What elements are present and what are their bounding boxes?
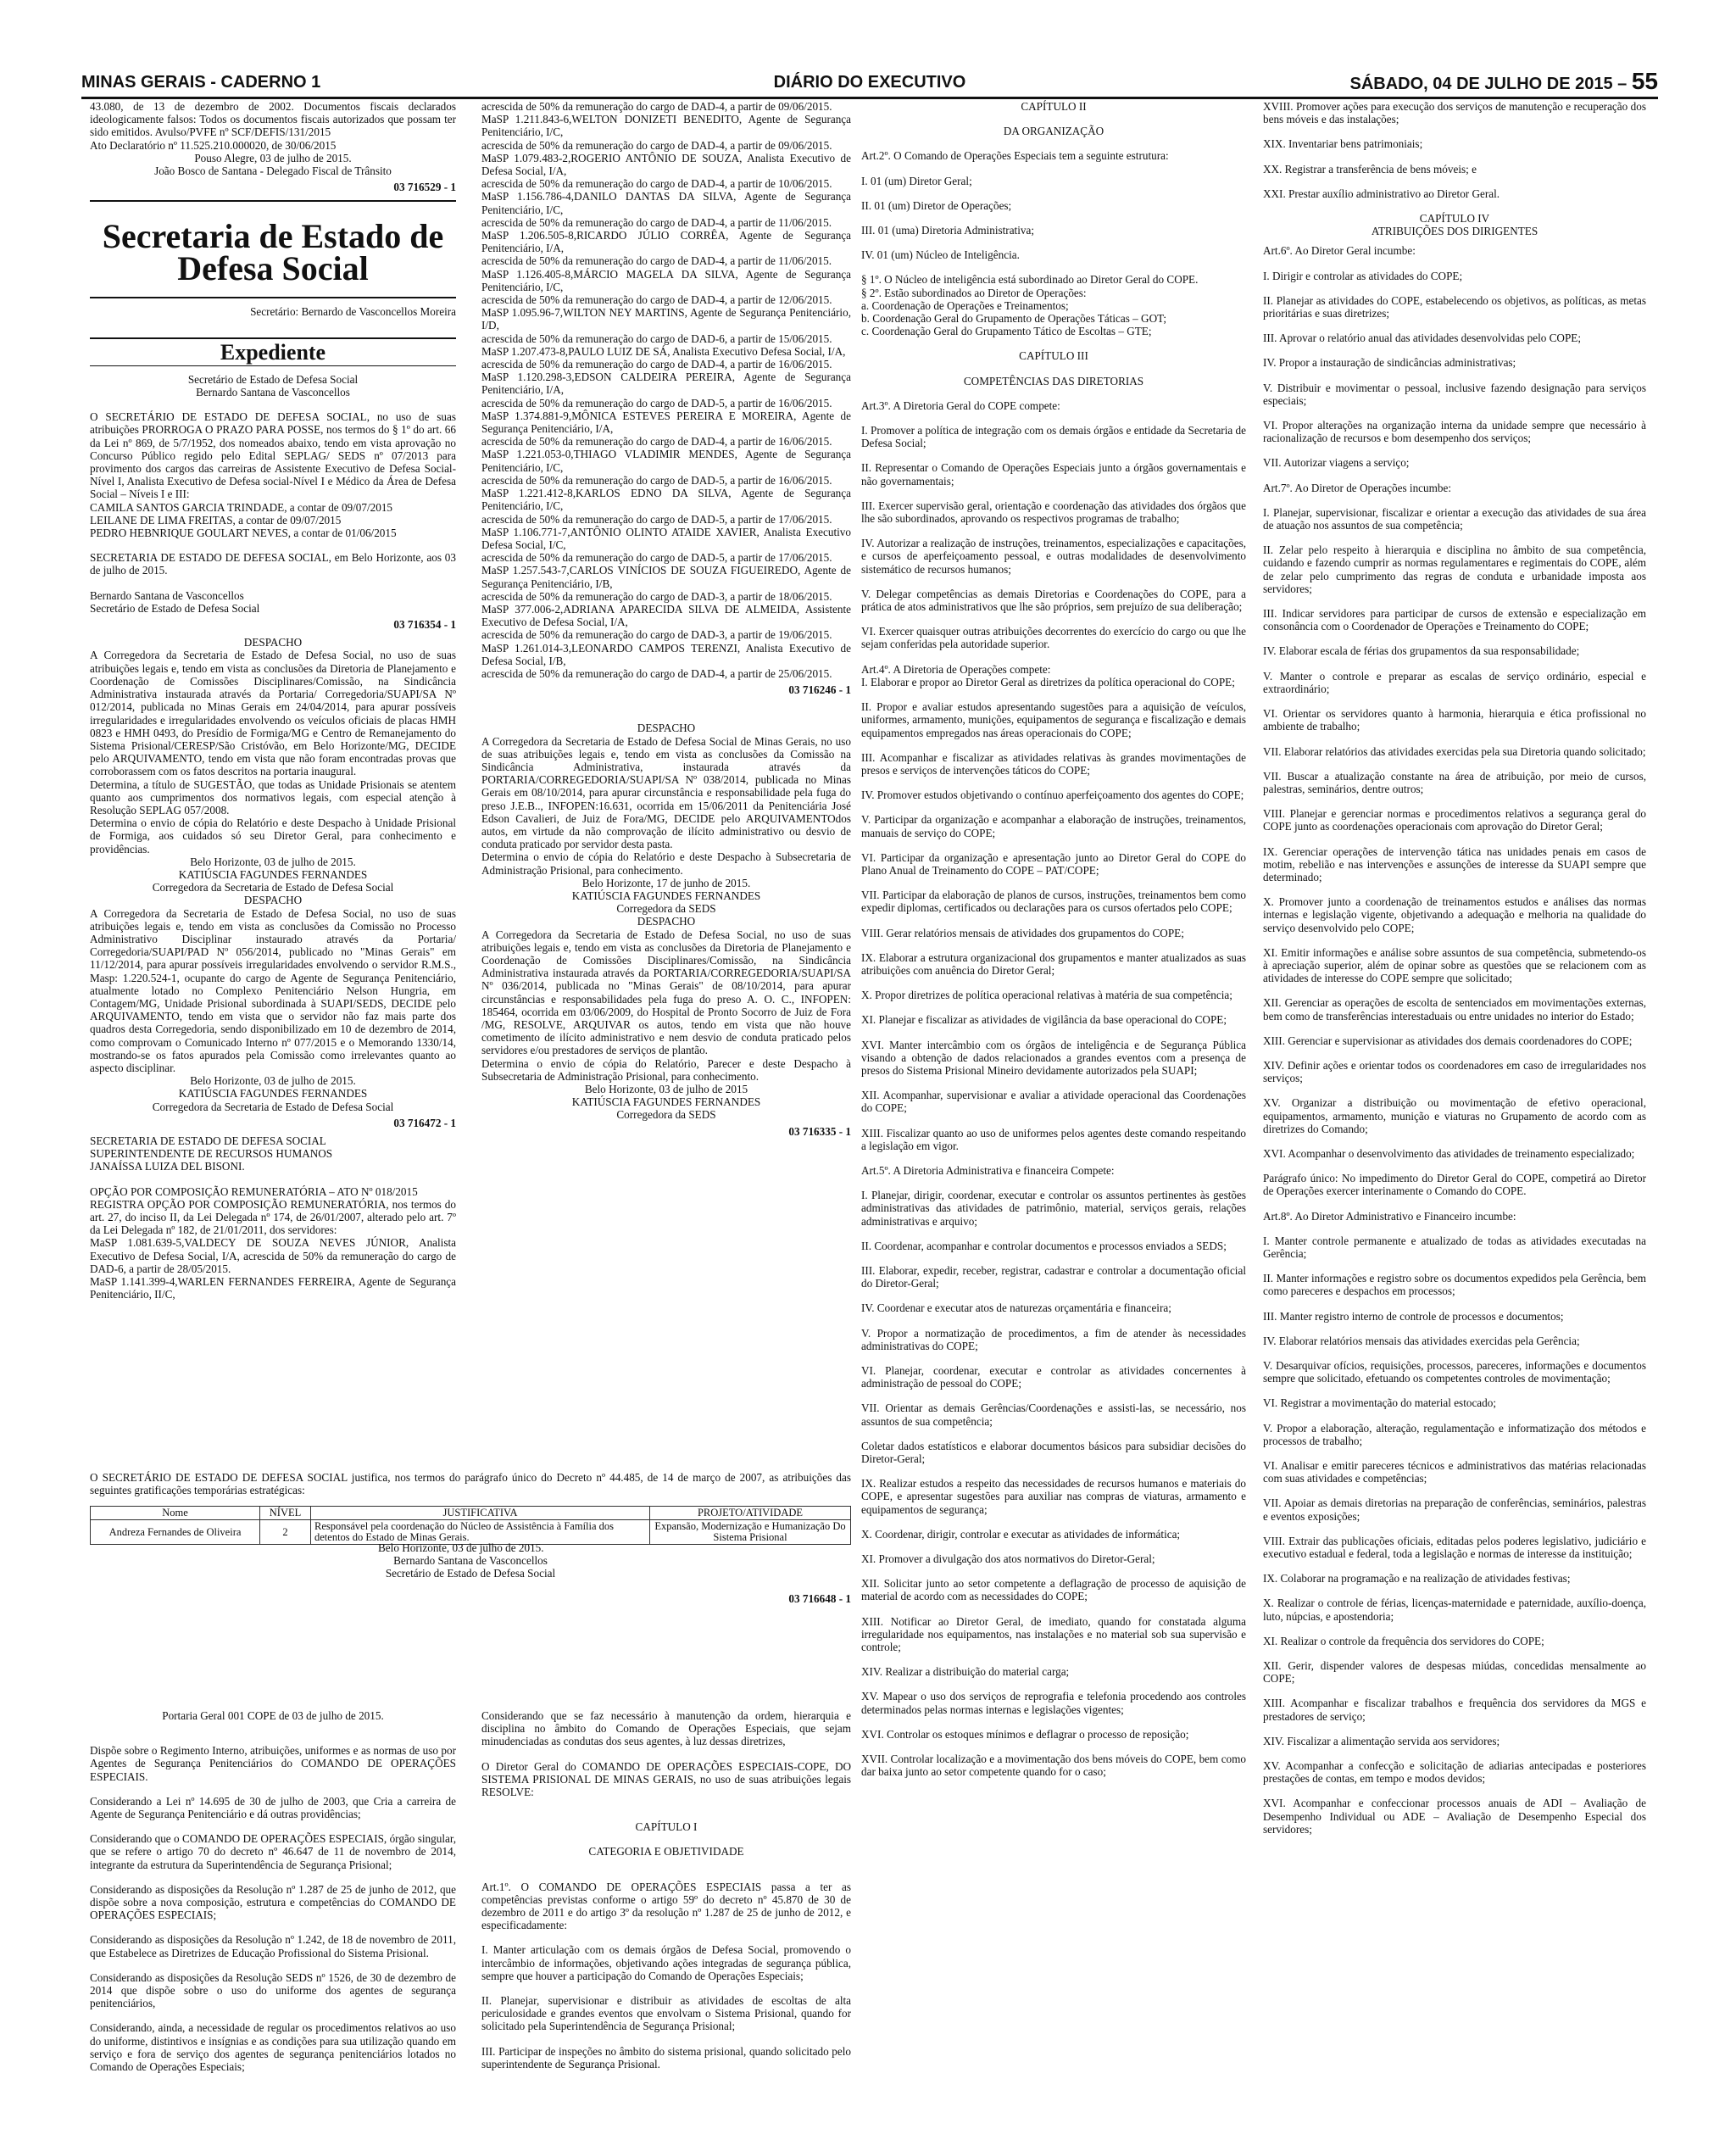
table-cell: 2 xyxy=(260,1520,311,1545)
portaria-art1 xyxy=(481,1881,851,2070)
list-item: MaSP 1.374.881-9,MÔNICA ESTEVES PEREIRA E MOREIRA, Agente de Segurança Penitenciário, I/A, xyxy=(481,409,851,436)
list-item: II. Propor e avaliar estudos apresentando sugestões para a aquisição de veículos, uniformes, armamento, munições, equipamentos de segurança e fiscalização e demais equipamentos empregados nas áreas operacionais do COPE; xyxy=(861,700,1246,739)
list-item: IV. Elaborar escala de férias dos grupamentos da sua responsabilidade; xyxy=(1263,644,1580,658)
list-item: X. Promover junto a coordenação de treinamentos estudos e análises das normas internas e legislação vigente, objetivando a adequação e melhoria na qualidade do serviço desenvolvido pelo COPE; xyxy=(1263,895,1646,934)
list-item: XIII. Fiscalizar quanto ao uso de uniformes pelos agentes deste comando respeitando a legislação em vigor. xyxy=(861,1126,1246,1152)
list-item: XX. Registrar a transferência de bens móveis; e xyxy=(1263,162,1477,176)
list-item: acrescida de 50% da remuneração do cargo de DAD-4, a partir de 11/06/2015. xyxy=(481,215,832,229)
list-item: MaSP 377.006-2,ADRIANA APARECIDA SILVA DE ALMEIDA, Assistente Executivo de Defesa Social, I/A, xyxy=(481,602,851,629)
table-header-row xyxy=(91,1507,851,1520)
expediente-title: Expediente xyxy=(220,339,326,365)
list-item: acrescida de 50% da remuneração do cargo de DAD-3, a partir de 19/06/2015. xyxy=(481,628,832,642)
list-item: MaSP 1.261.014-3,LEONARDO CAMPOS TERENZI, Analista Executivo de Defesa Social, I/B, xyxy=(481,641,851,667)
list-item: V. Delegar competências as demais Diretorias e Coordenações do COPE, para a prática de atos administrativos que lhe são próprios, sem prejuízo de sua deliberação; xyxy=(861,587,1246,614)
list-item: Considerando as disposições da Resolução nº 1.242, de 18 de novembro de 2011, que Estabelece as Diretrizes de Educação Profissional do Sistema Prisional. xyxy=(90,1933,456,1959)
signature-line: KATIÚSCIA FAGUNDES FERNANDES xyxy=(178,1087,368,1101)
chapter-subtitle: ATRIBUIÇÕES DOS DIRIGENTES xyxy=(1371,225,1538,238)
list-item: III. Elaborar, expedir, receber, registrar, cadastrar e controlar a documentação oficial do Diretor-Geral; xyxy=(861,1263,1246,1290)
list-item: IX. Gerenciar operações de intervenção tática nas unidades penais em casos de motim, rebelião e nas intervenções e assunções de interesse da SUAPI sempre que determinado; xyxy=(1263,844,1646,883)
list-item: MaSP 1.257.543-7,CARLOS VINÍCIOS DE SOUZA FIGUEIREDO, Agente de Segurança Penitenciário, I/B, xyxy=(481,564,851,590)
section-rule xyxy=(90,365,456,366)
text-para: Determina, a título de SUGESTÃO, que todas as Unidade Prisionais se atentem quanto aos cumprimentos dos normativos legais, com especial atenção à Resolução SEPLAG 057/2008. xyxy=(90,777,456,816)
list-item: IX. Realizar estudos a respeito das necessidades de recursos humanos e materiais do COPE, e apresentar sugestões para auxiliar nas compras de viaturas, armamento e equipamentos de segurança; xyxy=(861,1477,1246,1516)
list-item: XIII. Gerenciar e supervisionar as atividades dos demais coordenadores do COPE; xyxy=(1263,1034,1633,1047)
list-item: acrescida de 50% da remuneração do cargo de DAD-4, a partir de 10/06/2015. xyxy=(481,177,832,191)
list-item: VI. Propor alterações na organização interna da unidade sempre que necessário à racionalização de recursos e bom desempenho dos serviços; xyxy=(1263,419,1646,445)
gratificacoes-intro: O SECRETÁRIO DE ESTADO DE DEFESA SOCIAL justifica, nos termos do parágrafo único do Decreto nº 44.485, de 14 de março de 2007, as atribuições das seguintes gratificações temporárias estratégicas: xyxy=(90,1471,851,1497)
list-item: II. Coordenar, acompanhar e controlar documentos e processos enviados a SEDS; xyxy=(861,1239,1227,1252)
text-para: Determina o envio de cópia do Relatório, Parecer e deste Despacho à Subsecretaria de Administração Prisional, para conhecimento. xyxy=(481,1056,851,1083)
list-item: Considerando que o COMANDO DE OPERAÇÕES ESPECIAIS, órgão singular, que se refere o artigo 70 do decreto nº 46.647 de 11 de novembro de 2014, integrante da estrutura da Superintendência de Segurança Prisional; xyxy=(90,1832,456,1871)
list-item: Dispõe sobre o Regimento Interno, atribuições, uniformes e as normas de uso por Agentes de Segurança Penitenciários do COMANDO DE OPERAÇÕES ESPECIAIS. xyxy=(90,1744,456,1783)
section-rule xyxy=(90,297,456,298)
list-item: XII. Acompanhar, supervisionar e avaliar a atividade operacional das Coordenações do COPE; xyxy=(861,1089,1246,1115)
signature-place: Pouso Alegre, 03 de julho de 2015. xyxy=(194,151,352,164)
list-item: acrescida de 50% da remuneração do cargo de DAD-4, a partir de 12/06/2015. xyxy=(481,293,832,307)
text-para: 43.080, de 13 de dezembro de 2002. Documentos fiscais declarados ideologicamente falsos: Todos os documentos fiscais autorizados que possam ter sido emitidos. Avulso/PVFE nº SCF/DEFIS/131/2015 xyxy=(90,100,456,139)
section-title: Secretaria de Estado de Defesa Social xyxy=(102,217,444,288)
text-para: SECRETARIA DE ESTADO DE DEFESA SOCIAL, em Belo Horizonte, aos 03 de julho de 2015. xyxy=(90,551,456,577)
list-item: XII. Gerenciar as operações de escolta de sentenciados em movimentações externas, bem como de transferências interestaduais ou entre unidades no interior do Estado; xyxy=(1263,996,1646,1023)
table-header: Nome xyxy=(91,1507,260,1520)
doc-code: 03 716246 - 1 xyxy=(788,683,851,697)
list-item: MaSP 1.206.505-8,RICARDO JÚLIO CORRÊA, Agente de Segurança Penitenciário, I/A, xyxy=(481,229,851,255)
chapter-title: CAPÍTULO I xyxy=(635,1820,698,1834)
list-item: MaSP 1.221.053-0,THIAGO VLADIMIR MENDES, Agente de Segurança Penitenciário, I/C, xyxy=(481,448,851,474)
list-item: V. Desarquivar ofícios, requisições, processos, pareceres, informações e documentos sempre que solicitado, efetuando os competentes controles de movimentação; xyxy=(1263,1359,1646,1385)
despacho-title: DESPACHO xyxy=(637,915,696,928)
list-item: III. 01 (uma) Diretoria Administrativa; xyxy=(861,224,1034,237)
signature-line: KATIÚSCIA FAGUNDES FERNANDES xyxy=(178,867,368,881)
signature-line: KATIÚSCIA FAGUNDES FERNANDES xyxy=(571,889,761,902)
signature-line: Belo Horizonte, 03 de julho de 2015 xyxy=(584,1083,748,1096)
table-header: JUSTIFICATIVA xyxy=(311,1507,650,1520)
list-item: XIV. Realizar a distribuição do material carga; xyxy=(861,1665,1070,1679)
list-item: XI. Emitir informações e análise sobre assuntos de sua competência, submetendo-os à apreciação superior, além de opinar sobre as questões que se relacionem com as atividades de interesse do COPE sempre que solicitado; xyxy=(1263,945,1646,985)
list-item: III. Manter registro interno de controle de processos e documentos; xyxy=(1263,1309,1564,1323)
list-item: MaSP 1.221.412-8,KARLOS EDNO DA SILVA, Agente de Segurança Penitenciário, I/C, xyxy=(481,487,851,513)
signature-line: Corregedora da Secretaria de Estado de Defesa Social xyxy=(152,881,394,894)
list-item: acrescida de 50% da remuneração do cargo de DAD-3, a partir de 18/06/2015. xyxy=(481,589,832,603)
list-item: III. Acompanhar e fiscalizar as atividades relativas às grandes movimentações de presos e serviços de intervenções táticos do COPE; xyxy=(861,750,1246,777)
list-item: XII. Gerir, dispender valores de despesas miúdas, concedidas mensalmente ao COPE; xyxy=(1263,1659,1646,1686)
list-item: XIX. Inventariar bens patrimoniais; xyxy=(1263,137,1423,151)
despacho-title: DESPACHO xyxy=(243,636,303,649)
list-item: X. Coordenar, dirigir, controlar e executar as atividades de informática; xyxy=(861,1527,1181,1541)
chapter-subtitle: CATEGORIA E OBJETIVIDADE xyxy=(588,1845,744,1859)
doc-code: 03 716354 - 1 xyxy=(393,618,456,632)
list-item: I. Planejar, dirigir, coordenar, executar e controlar os assuntos pertinentes às gestões administrativas das atividades de patrimônio, material, serviços gerais, relações administrativas e arquivo; xyxy=(861,1189,1246,1228)
list-item: III. Exercer supervisão geral, orientação e coordenação das atividades dos órgãos que lhe são subordinados, aprovando os respectivos programas de trabalho; xyxy=(861,499,1246,526)
list-item: acrescida de 50% da remuneração do cargo de DAD-4, a partir de 25/06/2015. xyxy=(481,666,832,680)
list-item: b. Coordenação Geral do Grupamento de Operações Táticas – GOT; xyxy=(861,312,1167,326)
list-item: V. Propor a elaboração, alteração, regulamentação e informatização dos métodos e processos de trabalho; xyxy=(1263,1421,1646,1447)
list-item: MaSP 1.126.405-8,MÁRCIO MAGELA DA SILVA, Agente de Segurança Penitenciário, I/C, xyxy=(481,267,851,293)
list-item: IX. Elaborar a estrutura organizacional dos grupamentos e manter atualizados as suas atribuições com anuência do Diretor Geral; xyxy=(861,950,1246,977)
list-item: V. Participar da organização e acompanhar a elaboração de instruções, treinamentos, manuais de serviço do COPE; xyxy=(861,813,1246,839)
list-item: MaSP 1.120.298-3,EDSON CALDEIRA PEREIRA, Agente de Segurança Penitenciário, I/A, xyxy=(481,371,851,397)
list-item: XVI. Controlar os estoques mínimos e deflagrar o processo de reposição; xyxy=(861,1727,1189,1741)
list-item: acrescida de 50% da remuneração do cargo de DAD-4, a partir de 11/06/2015. xyxy=(481,254,832,268)
list-item: acrescida de 50% da remuneração do cargo de DAD-4, a partir de 16/06/2015. xyxy=(481,358,832,371)
signature-line: Corregedora da Secretaria de Estado de Defesa Social xyxy=(152,1100,394,1113)
list-item: XIV. Definir ações e orientar todos os coordenadores em caso de irregularidades nos serviços; xyxy=(1263,1058,1646,1085)
art6-8-list xyxy=(1263,244,1646,1836)
list-item: VII. Buscar a atualização constante na área de atribuição, por meio de cursos, palestras, seminários, dentre outros; xyxy=(1263,769,1646,795)
despacho-title: DESPACHO xyxy=(637,722,696,735)
signature-line: Belo Horizonte, 17 de junho de 2015. xyxy=(581,876,751,889)
list-item: I. Dirigir e controlar as atividades do COPE; xyxy=(1263,269,1463,282)
list-item: acrescida de 50% da remuneração do cargo de DAD-4, a partir de 16/06/2015. xyxy=(481,435,832,449)
column-1 xyxy=(90,100,456,1491)
chapter-title: CAPÍTULO II xyxy=(1021,100,1087,113)
section-rule xyxy=(90,337,456,339)
table-cell: Andreza Fernandes de Oliveira xyxy=(91,1520,260,1545)
list-item: VI. Planejar, coordenar, executar e controlar as atividades concernentes à administração de pessoal do COPE; xyxy=(861,1364,1246,1390)
list-item: VII. Apoiar as demais diretorias na preparação de conferências, seminários, palestras e eventos exposições; xyxy=(1263,1496,1646,1523)
header-section: MINAS GERAIS - CADERNO 1 xyxy=(81,73,321,92)
list-item: III. Participar de inspeções no âmbito do sistema prisional, quando solicitado pelo superintendente de Segurança Prisional. xyxy=(481,2044,851,2070)
list-item: IV. Promover estudos objetivando o contínuo aperfeiçoamento dos agentes do COPE; xyxy=(861,789,1244,802)
table-cell: Responsável pela coordenação do Núcleo de Assistência à Família dos detentos do Estado de Minas Gerais. xyxy=(311,1520,650,1545)
text-para: OPÇÃO POR COMPOSIÇÃO REMUNERATÓRIA – ATO Nº 018/2015 xyxy=(90,1184,418,1198)
list-item: I. Promover a política de integração com os demais órgãos e entidade da Secretaria de Defesa Social; xyxy=(861,424,1246,450)
list-item: MaSP 1.079.483-2,ROGERIO ANTÔNIO DE SOUZA, Analista Executivo de Defesa Social, I/A, xyxy=(481,151,851,178)
list-item: XI. Realizar o controle da frequência dos servidores do COPE; xyxy=(1263,1634,1544,1647)
list-item: acrescida de 50% da remuneração do cargo de DAD-5, a partir de 17/06/2015. xyxy=(481,512,832,526)
list-item: I. Manter controle permanente e atualizado de todas as atividades executadas na Gerência; xyxy=(1263,1234,1646,1260)
list-item: VI. Orientar os servidores quanto à harmonia, hierarquia e ética profissional no ambiente de trabalho; xyxy=(1263,707,1646,733)
list-item: XII. Solicitar junto ao setor competente a deflagração de processo de aquisição de material de acordo com as necessidades do COPE; xyxy=(861,1577,1246,1603)
text-line: Bernardo Santana de Vasconcellos xyxy=(196,386,350,399)
list-item: Art.4º. A Diretoria de Operações compete: I. Elaborar e propor ao Diretor Geral as diretrizes da política operacional do COPE; xyxy=(861,662,1235,688)
name-line: PEDRO HEBNRIQUE GOULART NEVES, a contar de 01/06/2015 xyxy=(90,527,397,540)
list-item: X. Realizar o controle de férias, licenças-maternidade e paternidade, auxílio-doença, luto, núpcias, e apostendoria; xyxy=(1263,1597,1646,1623)
list-item: IV. 01 (um) Núcleo de Inteligência. xyxy=(861,248,1020,262)
list-item: IV. Autorizar a realização de instruções, treinamentos, especializações e capacitações, e cursos de aperfeiçoamento pessoal, e outras modalidades de desenvolvimento sistemático de recursos humanos; xyxy=(861,537,1246,576)
list-item: Art.1º. O COMANDO DE OPERAÇÕES ESPECIAIS passa a ter as competências previstas conforme o artigo 59º do decreto nº 45.870 de 30 de dezembro de 2011 e do artigo 3º da resolução nº 1.287 de 25 de junho de 2012, e especificadamente: xyxy=(481,1880,851,1932)
list-item: I. 01 (um) Diretor Geral; xyxy=(861,174,972,187)
list-item: acrescida de 50% da remuneração do cargo de DAD-5, a partir de 17/06/2015. xyxy=(481,551,832,565)
list-item: O Diretor Geral do COMANDO DE OPERAÇÕES ESPECIAIS-COPE, DO SISTEMA PRISIONAL DE MINAS GERAIS, no uso de suas atribuições legais RESOLVE: xyxy=(481,1759,851,1799)
column-2 xyxy=(481,100,851,1491)
text-para: A Corregedora da Secretaria de Estado de Defesa Social, no uso de suas atribuições legais e, tendo em vista as conclusões da Diretoria de Planejamento e Coordenação de Comissões Disciplinares/Comissão, na Sindicância Administrativa instaurada através da Portaria/ Corregedoria/SUAPI/SA Nº 012/2014, publicada no Minas Gerais em 24/04/2014, para apurar possíveis irregularidades e irregularidades envolvendo os veículos oficiais de placas HMH 0823 e HMH 0493, do Presídio de Formiga/MG e Centro de Remanejamento do Sistema Prisional/CERESP/São Cristóvão, em Belo Horizonte/MG, DECIDE pelo ARQUIVAMENTO, tendo em vista que não foram encontradas provas que corroborassem com os fatos descritos na portaria inaugural. xyxy=(90,649,456,778)
portaria-column-2 xyxy=(481,1709,851,2116)
page-number: 55 xyxy=(1631,68,1658,94)
text-para: REGISTRA OPÇÃO POR COMPOSIÇÃO REMUNERATÓRIA, nos termos do art. 27, do inciso II, da Lei Delegada nº 174, de 26/01/2007, alterado pelo art. 7º da Lei Delegada nº 182, de 21/01/2011, dos servidores: xyxy=(90,1197,456,1237)
page-header xyxy=(81,68,1658,97)
list-item: XVIII. Promover ações para execução dos serviços de manutenção e recuperação dos bens móveis e das instalações; xyxy=(1263,100,1646,126)
list-item: Coletar dados estatísticos e elaborar documentos básicos para subsidiar decisões do Diretor-Geral; xyxy=(861,1439,1246,1466)
list-item: acrescida de 50% da remuneração do cargo de DAD-5, a partir de 16/06/2015. xyxy=(481,396,832,410)
header-publication: DIÁRIO DO EXECUTIVO xyxy=(773,73,966,92)
column-4 xyxy=(1263,100,1646,2126)
text-para: Ato Declaratório nº 11.525.210.000020, de 30/06/2015 xyxy=(90,138,337,152)
text-para: A Corregedora da Secretaria de Estado de Defesa Social, no uso de suas atribuições legais e, tendo em vista as conclusões da Comissão no Processo Administrativo Disciplinar instaurado através da Portaria/ Corregedoria/SUAPI/PAD Nº 056/2014, publicado no "Minas Gerais" em 11/12/2014, para apurar possíveis irregularidades envolvendo o servidor R.M.S., Masp: 1.220.524-1, ocupante do cargo de Agente de Segurança Penitenciário, atualmente lotado no Complexo Penitenciário Nelson Hungria, em Contagem/MG, Unidade Prisional subordinada à SUAPI/SEDS, DECIDE pelo ARQUIVAMENTO, tendo em vista que o servidor não faz mais parte dos quadros desta Corregedoria, sendo disponibilizado em 10 de dezembro de 2014, como comprovam o Comunicado Interno nº 077/2015 e o Memorando 1330/14, mostrando-se os fatos apurados pela Comissão como irrelevantes quanto ao aspecto disciplinar. xyxy=(90,906,456,1074)
name-line: CAMILA SANTOS GARCIA TRINDADE, a contar de 09/07/2015 xyxy=(90,500,393,514)
art2-list xyxy=(861,149,1246,261)
list-item: II. Planejar, supervisionar e distribuir as atividades de escoltas de alta periculosidade e grandes eventos que envolvam o Sistema Prisional, quando for solicitado pela Superintendência de Segurança Prisional; xyxy=(481,1994,851,2033)
list-item: acrescida de 50% da remuneração do cargo de DAD-6, a partir de 15/06/2015. xyxy=(481,332,832,345)
portaria-considerandos xyxy=(90,1744,456,2073)
list-item: VIII. Planejar e gerenciar normas e procedimentos relativos a segurança geral do COPE junto as coordenações operacionais com aprovação do Diretor Geral; xyxy=(1263,807,1646,833)
signature-line: KATIÚSCIA FAGUNDES FERNANDES xyxy=(571,1095,761,1109)
list-item: c. Coordenação Geral do Grupamento Tático de Escoltas – GTE; xyxy=(861,325,1152,338)
list-item: VII. Autorizar viagens a serviço; xyxy=(1263,456,1410,470)
doc-code: 03 716472 - 1 xyxy=(393,1116,456,1129)
list-item: MaSP 1.095.96-7,WILTON NEY MARTINS, Agente de Segurança Penitenciário, I/D, xyxy=(481,306,851,332)
signature-line: Corregedora da SEDS xyxy=(616,902,716,916)
list-item: VII. Elaborar relatórios das atividades exercidas pela sua Diretoria quando solicitado; xyxy=(1263,744,1646,758)
portaria-title: Portaria Geral 001 COPE de 03 de julho de 2015. xyxy=(162,1709,384,1722)
portaria-column-1 xyxy=(90,1709,456,2116)
list-item: VI. Registrar a movimentação do material estocado; xyxy=(1263,1396,1497,1410)
text-line: JANAÍSSA LUIZA DEL BISONI. xyxy=(90,1160,245,1173)
header-rule xyxy=(81,97,1658,99)
list-item: III. Indicar servidores para participar de cursos de extensão e especialização em consonância com o Coordenador de Operações e Treinamento do COPE; xyxy=(1263,607,1646,633)
art2-paragraphs xyxy=(861,273,1246,337)
doc-code: 03 716335 - 1 xyxy=(788,1124,851,1138)
doc-code: 03 716529 - 1 xyxy=(393,181,456,194)
list-item: XV. Organizar a distribuição ou movimentação de efetivo operacional, equipamentos, armamento, munição e viaturas no Grupamento de acordo com as diretrizes do Comando; xyxy=(1263,1096,1646,1135)
list-item: XIV. Fiscalizar a alimentação servida aos servidores; xyxy=(1263,1734,1500,1747)
text-line: Secretário de Estado de Defesa Social xyxy=(187,372,359,386)
list-item: MaSP 1.156.786-4,DANILO DANTAS DA SILVA, Agente de Segurança Penitenciário, I/C, xyxy=(481,190,851,216)
despacho-title: DESPACHO xyxy=(243,894,303,907)
signature-line: Belo Horizonte, 03 de julho de 2015. xyxy=(190,1074,356,1088)
list-item: XVII. Controlar localização e a movimentação dos bens móveis do COPE, bem como dar baixa junto ao setor competente quando for o caso; xyxy=(861,1753,1246,1779)
text-para: MaSP 1.141.399-4,WARLEN FERNANDES FERREIRA, Agente de Segurança Penitenciário, II/C, xyxy=(90,1275,456,1301)
list-item: VII. Participar da elaboração de planos de cursos, instruções, treinamentos bem como expedir diplomas, certificados ou declarações para os cursos ofertados pelo COPE; xyxy=(861,889,1246,915)
servidores-list xyxy=(481,100,851,680)
gratificacoes-table xyxy=(90,1506,851,1545)
text-line: SECRETARIA DE ESTADO DE DEFESA SOCIAL xyxy=(90,1134,326,1147)
column-3 xyxy=(861,100,1246,2126)
list-item: Considerando as disposições da Resolução SEDS nº 1526, de 30 de dezembro de 2014 que dispõe sobre o uso do uniforme dos agentes de segurança penitenciários, xyxy=(90,1970,456,2010)
list-item: a. Coordenação de Operações e Treinamentos; xyxy=(861,298,1069,312)
gratificacoes-signature: Belo Horizonte, 03 de julho de 2015. Bernardo Santana de Vasconcellos Secretário de Estado de Defesa Social 03 716648 - 1 xyxy=(378,1541,851,1605)
list-item: X. Propor diretrizes de política operacional relativas à matéria de sua competência; xyxy=(861,989,1232,1002)
list-item: MaSP 1.211.843-6,WELTON DONIZETI BENEDITO, Agente de Segurança Penitenciário, I/C, xyxy=(481,113,851,139)
list-item: IV. Coordenar e executar atos de naturezas orçamentária e financeira; xyxy=(861,1301,1171,1315)
list-item: VII. Orientar as demais Gerências/Coordenações e assisti-las, se necessário, nos assuntos de sua competência; xyxy=(861,1402,1246,1428)
list-item: XVI. Acompanhar e confeccionar processos anuais de ADI – Avaliação de Desempenho Individual ou ADE – Avaliação de Desempenho Especial dos servidores; xyxy=(1263,1797,1646,1836)
list-item: XV. Mapear o uso dos serviços de reprografia e telefonia procedendo aos controles determinados pelas normas internas e legislações vigentes; xyxy=(861,1690,1246,1716)
list-item: V. Propor a normatização de procedimentos, a fim de atender às necessidades administrativas do COPE; xyxy=(861,1326,1246,1352)
name-line: LEILANE DE LIMA FREITAS, a contar de 09/07/2015 xyxy=(90,513,342,527)
signature-line: Corregedora da SEDS xyxy=(616,1108,716,1122)
list-item: Art.8º. Ao Diretor Administrativo e Financeiro incumbe: xyxy=(1263,1209,1516,1223)
table-cell: Expansão, Modernização e Humanização Do Sistema Prisional xyxy=(650,1520,851,1545)
list-item: Art.7º. Ao Diretor de Operações incumbe: xyxy=(1263,481,1451,494)
list-item: IX. Colaborar na programação e na realização de atividades festivas; xyxy=(1263,1572,1571,1585)
list-item: Parágrafo único: No impedimento do Diretor Geral do COPE, competirá ao Diretor de Operações exercer interinamente o Comando do COPE. xyxy=(1263,1172,1646,1198)
chapter-subtitle: DA ORGANIZAÇÃO xyxy=(1003,125,1104,138)
art3-5-list xyxy=(861,399,1246,1779)
list-item: I. Planejar, supervisionar, fiscalizar e orientar a execução das atividades de sua área de atuação nos assuntos de sua competência; xyxy=(1263,505,1646,532)
list-item: acrescida de 50% da remuneração do cargo de DAD-5, a partir de 16/06/2015. xyxy=(481,473,832,487)
text-para: Determina o envio de cópia do Relatório e deste Despacho à Subsecretaria de Administração Prisional, para conhecimento. xyxy=(481,850,851,877)
list-item: Art.5º. A Diretoria Administrativa e financeira Compete: xyxy=(861,1163,1115,1177)
table-header: PROJETO/ATIVIDADE xyxy=(650,1507,851,1520)
signature-name: Bernardo Santana de Vasconcellos xyxy=(90,588,244,602)
list-item: XI. Promover a divulgação dos atos normativos do Diretor-Geral; xyxy=(861,1552,1155,1566)
list-item: § 1º. O Núcleo de inteligência está subordinado ao Diretor Geral do COPE. xyxy=(861,273,1199,287)
text-para: Determina o envio de cópia do Relatório e deste Despacho à Unidade Prisional de Formiga, aos cuidados só seu Diretor Geral, para conhecimento e providências. xyxy=(90,816,456,855)
list-item: II. Manter informações e registro sobre os documentos expedidos pela Gerência, bem como pareceres e despachos em processos; xyxy=(1263,1272,1646,1298)
text-para: MaSP 1.081.639-5,VALDECY DE SOUZA NEVES JÚNIOR, Analista Executivo de Defesa Social, I/A, acrescida de 50% da remuneração do cargo de DAD-6, a partir de 28/05/2015. xyxy=(90,1236,456,1275)
text-para: A Corregedora da Secretaria de Estado de Defesa Social de Minas Gerais, no uso de suas atribuições legais e, tendo em vista as conclusões da Comissão na Sindicância Administrativa, instaurada através da PORTARIA/CORREGEDORIA/SUAPI/SA Nº 038/2014, publicada no Minas Gerais em 08/10/2014, para apurar circunstância e responsabilidade pela fuga do preso J.E.B.., INFOPEN:16.631, ocorrida em 15/06/2011 da Penitenciária José Edson Cavalieri, de Juiz de Fora/MG, DECIDE pelo ARQUIVAMENTOdos autos, em virtude da não comprovação de ilícito administrativo ou desvio de conduta praticado por servidor desta pasta. xyxy=(481,734,851,851)
signature-line: Belo Horizonte, 03 de julho de 2015. xyxy=(190,855,356,868)
list-item: § 2º. Estão subordinados ao Diretor de Operações: xyxy=(861,286,1087,299)
text-line: SUPERINTENDENTE DE RECURSOS HUMANOS xyxy=(90,1147,333,1161)
table-header: NÍVEL xyxy=(260,1507,311,1520)
list-item: XI. Planejar e fiscalizar as atividades de vigilância da base operacional do COPE; xyxy=(861,1013,1227,1027)
list-item: IV. Propor a instauração de sindicâncias administrativas; xyxy=(1263,356,1516,370)
list-item: XXI. Prestar auxílio administrativo ao Diretor Geral. xyxy=(1263,187,1500,200)
list-item: Considerando que se faz necessário à manutenção da ordem, hierarquia e disciplina no âmbito do Comando de Operações Especiais, que sejam minudenciadas as condutas dos seus agentes, à luz dessas diretrizes, xyxy=(481,1709,851,1748)
list-item: VI. Analisar e emitir pareceres técnicos e administrativos das matérias relacionadas com suas atividades e competências; xyxy=(1263,1459,1646,1485)
list-item: XVI. Manter intercâmbio com os órgãos de inteligência e de Segurança Pública visando a obtenção de dados relacionados a grandes eventos com a presença de presos do Sistema Prisional Mineiro devidamente autorizados pela SUAPI; xyxy=(861,1038,1246,1077)
header-date: SÁBADO, 04 DE JULHO DE 2015 – 55 xyxy=(1349,68,1658,94)
secretario-line: Secretário: Bernardo de Vasconcellos Moreira xyxy=(250,305,456,319)
list-item: XIII. Notificar ao Diretor Geral, de imediato, quando for constatada alguma irregularidade nos equipamentos, nas instalações e no material sob sua supervisão e controle; xyxy=(861,1614,1246,1654)
signature-name: João Bosco de Santana - Delegado Fiscal de Trânsito xyxy=(154,164,392,178)
section-rule xyxy=(90,200,456,202)
text-para: A Corregedora da Secretaria de Estado de Defesa Social, no uso de suas atribuições legais e, tendo em vista as conclusões da Diretoria de Planejamento e Coordenação de Comissões Disciplinares/Comissão, na Sindicância Administrativa instaurada através da PORTARIA/CORREGEDORIA/SUAPI/SA Nº 036/2014, publicada no "Minas Gerais" de 08/10/2014, para apurar circunstâncias e responsabilidades pela fuga do preso A. O. C., INFOPEN: 185464, ocorrida em 03/06/2009, do Hospital de Pronto Socorro de Juiz de Fora /MG, RESOLVE, ARQUIVAR os autos, tendo em vista que não houve cometimento de ilícito administrativo e nem desvio de conduta praticado pelos servidores e/ou prestadores de serviços de plantão. xyxy=(481,928,851,1057)
list-item: XIII. Acompanhar e fiscalizar trabalhos e frequência dos servidores da MGS e prestadores de serviço; xyxy=(1263,1697,1646,1723)
list-item: Considerando a Lei nº 14.695 de 30 de julho de 2003, que Cria a carreira de Agente de Segurança Penitenciário e dá outras providências; xyxy=(90,1794,456,1821)
list-item: Considerando as disposições da Resolução nº 1.287 de 25 de junho de 2012, que dispõe sobre a nova composição, estrutura e competências do COMANDO DE OPERAÇÕES ESPECIAIS; xyxy=(90,1882,456,1922)
list-item: Art.3º. A Diretoria Geral do COPE compete: xyxy=(861,398,1060,412)
list-item: VIII. Extrair das publicações oficiais, editadas pelos poderes legislativo, judiciário e executivo estadual e federal, toda a legislação e normas de interesse da instituição; xyxy=(1263,1534,1646,1561)
list-item: VIII. Gerar relatórios mensais de atividades dos grupamentos do COPE; xyxy=(861,926,1184,939)
text-para: O SECRETÁRIO DE ESTADO DE DEFESA SOCIAL, no uso de suas atribuições PRORROGA O PRAZO PARA POSSE, nos termos do § 1º do art. 66 da Lei nº 869, de 5/7/1952, dos nomeados abaixo, tendo em vista aprovação no Concurso Público regido pelo Edital SEPLAG/ SEDS nº 07/2013 para provimento dos cargos das carreiras de Assistente Executivo de Defesa Social-Nível I, Analista Executivo de Defesa social-Nível I e Médico da Área de Defesa Social – Níveis I e III: xyxy=(90,410,456,501)
art5-continued xyxy=(1263,100,1646,200)
list-item: V. Manter o controle e preparar as escalas de serviço ordinário, especial e extraordinário; xyxy=(1263,669,1646,695)
chapter-title: CAPÍTULO III xyxy=(1019,349,1088,363)
list-item: II. Representar o Comando de Operações Especiais junto a órgãos governamentais e não governamentais; xyxy=(861,461,1246,488)
list-item: V. Distribuir e movimentar o pessoal, inclusive fazendo designação para serviços especiais; xyxy=(1263,381,1646,407)
list-item: VI. Exercer quaisquer outras atribuições decorrentes do exercício do cargo ou que lhe sejam conferidas pela autoridade superior. xyxy=(861,625,1246,651)
list-item: Considerando, ainda, a necessidade de regular os procedimentos relativos ao uso do uniforme, distintivos e insígnias e as condições para sua utilização quando em serviço e fora de serviço dos agentes de segurança penitenciários lotados no Comando de Operações Especiais; xyxy=(90,2021,456,2074)
list-item: MaSP 1.106.771-7,ANTÔNIO OLINTO ATAIDE XAVIER, Analista Executivo Defesa Social, I/C, xyxy=(481,525,851,551)
list-item: II. Zelar pelo respeito à hierarquia e disciplina no âmbito de sua competência, cuidando e fazendo cumprir as normas regulamentares e regimentais do COPE, além de zelar pelo cumprimento das regras de conduta e urbanidade imposta aos servidores; xyxy=(1263,543,1646,595)
chapter-subtitle: COMPETÊNCIAS DAS DIRETORIAS xyxy=(963,374,1144,387)
list-item: IV. Elaborar relatórios mensais das atividades exercidas pela Gerência; xyxy=(1263,1334,1580,1347)
portaria-preamble xyxy=(481,1709,851,1798)
list-item: XV. Acompanhar a confecção e solicitação de adiarias antecipadas e posteriores prestações de contas, em tempo e modos devidos; xyxy=(1263,1759,1646,1786)
list-item: acrescida de 50% da remuneração do cargo de DAD-4, a partir de 09/06/2015. xyxy=(481,100,832,113)
list-item: acrescida de 50% da remuneração do cargo de DAD-4, a partir de 09/06/2015. xyxy=(481,138,832,152)
chapter-title: CAPÍTULO IV xyxy=(1419,212,1490,226)
list-item: Art.2º. O Comando de Operações Especiais tem a seguinte estrutura: xyxy=(861,149,1169,163)
list-item: II. Planejar as atividades do COPE, estabelecendo os objetivos, as políticas, as metas prioritárias e suas diretrizes; xyxy=(1263,293,1646,320)
list-item: III. Aprovar o relatório anual das atividades desenvolvidas pelo COPE; xyxy=(1263,332,1582,345)
list-item: VI. Participar da organização e apresentação junto ao Diretor Geral do COPE do Plano Anual de Treinamento do COPE – PAT/COPE; xyxy=(861,850,1246,877)
list-item: XVI. Acompanhar o desenvolvimento das atividades de treinamento especializado; xyxy=(1263,1146,1635,1160)
list-item: MaSP 1.207.473-8,PAULO LUIZ DE SÁ, Analista Executivo Defesa Social, I/A, xyxy=(481,344,846,358)
list-item: II. 01 (um) Diretor de Operações; xyxy=(861,198,1012,212)
signature-role: Secretário de Estado de Defesa Social xyxy=(90,601,260,615)
list-item: Art.6º. Ao Diretor Geral incumbe: xyxy=(1263,244,1416,258)
list-item: I. Manter articulação com os demais órgãos de Defesa Social, promovendo o intercâmbio de informações, objetivando ações integradas de segurança pública, sempre que houver a participação do Comando de Operações Especiais; xyxy=(481,1943,851,1982)
